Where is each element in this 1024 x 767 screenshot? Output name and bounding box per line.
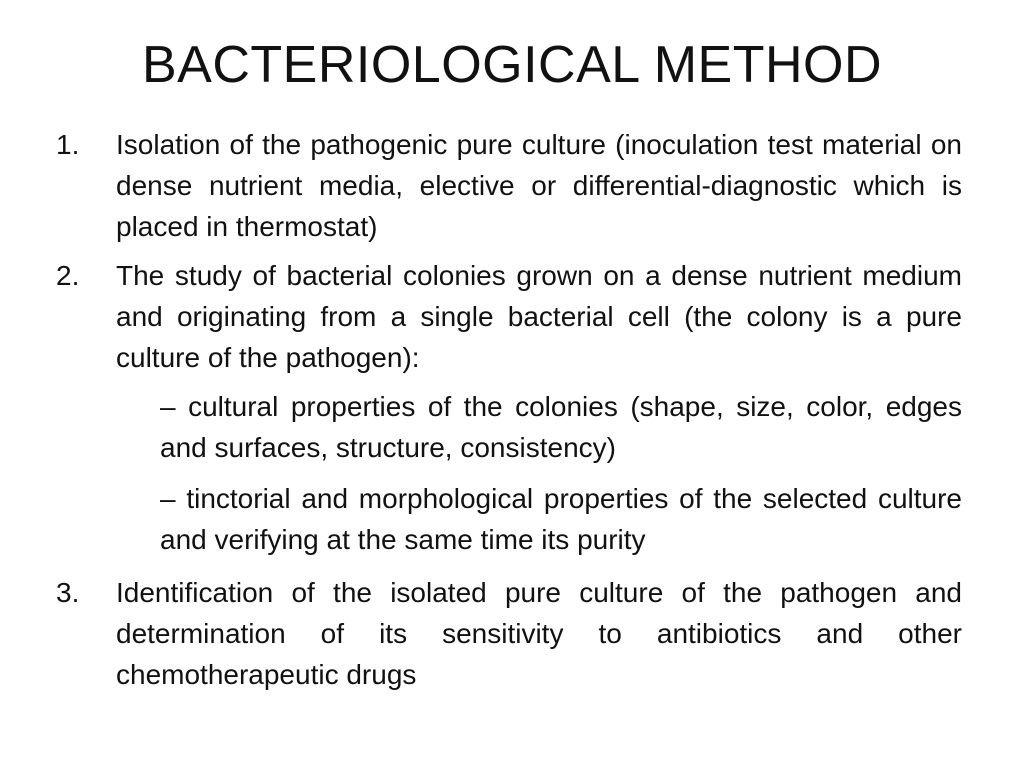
list-number-1: 1. — [56, 129, 80, 160]
list-text-2: The study of bacterial colonies grown on a dense nutrient medium and originating from a single bacterial cell (the colony is a pure culture of the pathogen): — [116, 260, 962, 373]
subitem-cultural-properties: – cultural properties of the colonies (shape, size, color, edges and surfaces, structure, consistency) — [160, 391, 962, 463]
subitem-tinctorial-properties: – tinctorial and morphological properties of the selected culture and verifying at the same time its purity — [160, 483, 962, 555]
slide-content — [56, 124, 962, 703]
list-text-3: Identification of the isolated pure culture of the pathogen and determination of its sensitivity to antibiotics and other chemotherapeutic drugs — [116, 577, 962, 690]
list-item-2 — [56, 255, 962, 378]
list-item-1 — [56, 124, 962, 247]
list-item-3 — [56, 572, 962, 695]
list-number-3: 3. — [56, 577, 80, 608]
slide-title: BACTERIOLOGICAL METHOD — [141, 36, 883, 94]
list-number-2: 2. — [56, 260, 80, 291]
list-text-1: Isolation of the pathogenic pure culture (inoculation test material on dense nutrient media, elective or differential-diagnostic which is placed in thermostat) — [116, 129, 962, 242]
